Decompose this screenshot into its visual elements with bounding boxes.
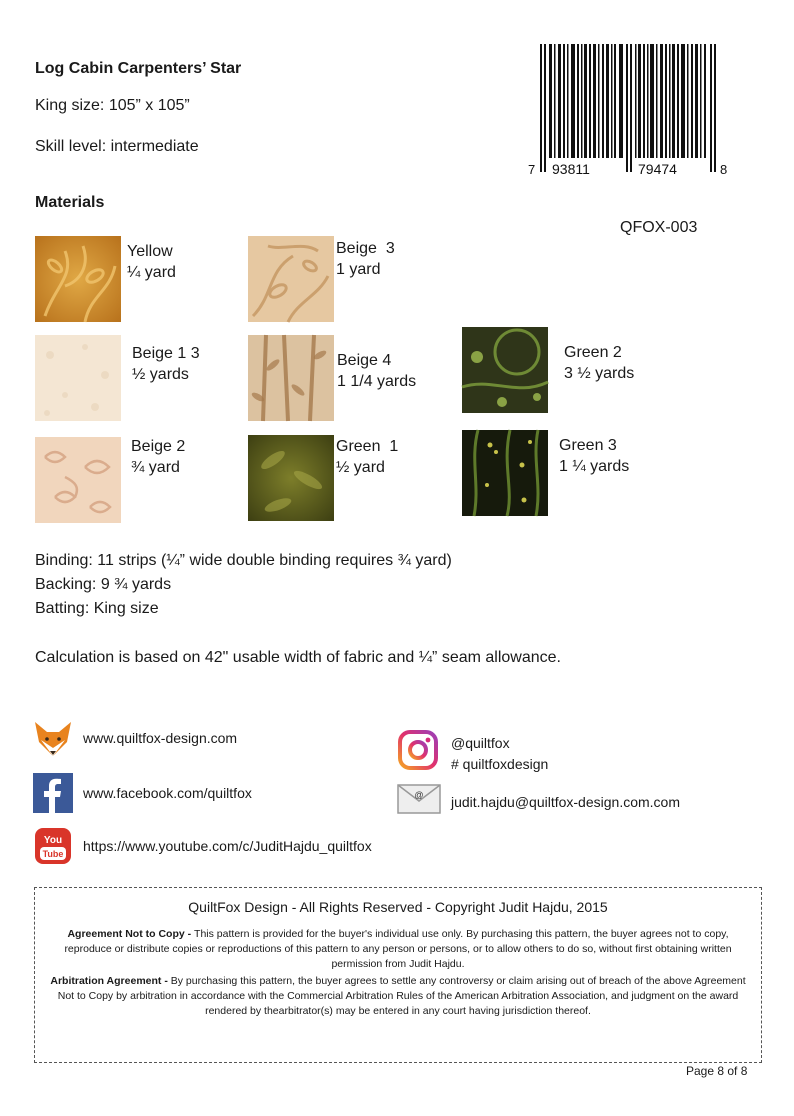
fabric-amount: ¾ yard <box>131 459 180 476</box>
instagram-hashtag[interactable]: # quiltfoxdesign <box>451 756 549 772</box>
svg-text:@: @ <box>414 790 424 800</box>
copyright-line: QuiltFox Design - All Rights Reserved - Copyright Judit Hajdu, 2015 <box>188 899 608 915</box>
calculation-note: Calculation is based on 42" usable width of fabric and ¼” seam allowance. <box>35 649 561 666</box>
fabric-name: Yellow <box>127 243 173 260</box>
instagram-icon <box>398 730 438 770</box>
binding-info: Binding: 11 strips (¼” wide double binding requires ¾ yard) <box>35 552 452 569</box>
website-row[interactable] <box>33 718 237 758</box>
product-code: QFOX-003 <box>620 219 698 236</box>
fabric-swatch-beige-4 <box>248 335 334 421</box>
fabric-amount: 3 ½ yards <box>564 365 635 382</box>
barcode-graphic <box>528 44 728 182</box>
barcode <box>528 44 728 182</box>
fox-icon <box>33 718 73 758</box>
materials-heading: Materials <box>35 194 105 211</box>
legal-box <box>34 887 762 1063</box>
facebook-icon <box>33 773 73 813</box>
fabric-swatch-green-3 <box>462 430 548 516</box>
fabric-amount: ½ yards <box>132 366 189 383</box>
agreement-title: Agreement Not to Copy - <box>67 928 195 940</box>
fabric-swatch-green-1 <box>248 435 334 521</box>
fabric-amount: ¼ yard <box>127 264 176 281</box>
youtube-link[interactable]: https://www.youtube.com/c/JuditHajdu_quiltfox <box>83 838 372 854</box>
agreement-not-to-copy <box>49 927 747 972</box>
fabric-amount: 1 1/4 yards <box>337 373 417 390</box>
arbitration-text: By purchasing this pattern, the buyer agrees to settle any controversy or claim arising out of breach of the above Agreement Not to Copy by arbitration in accordance with the Commercial Arbitration Rules of the American Arbitration Association, and judgment on the award rendered by thearbitrator(s) may be entered in any court having jurisdiction thereof. <box>57 975 746 1017</box>
backing-info: Backing: 9 ¾ yards <box>35 576 172 593</box>
fabric-amount: ½ yard <box>336 459 385 476</box>
fabric-swatch-beige-1 <box>35 335 121 421</box>
arbitration-title: Arbitration Agreement - <box>50 975 171 987</box>
facebook-link[interactable]: www.facebook.com/quiltfox <box>83 785 252 801</box>
batting-info: Batting: King size <box>35 600 159 617</box>
fabric-name: Beige 3 <box>336 240 395 257</box>
youtube-row[interactable] <box>33 826 372 866</box>
website-link[interactable]: www.quiltfox-design.com <box>83 730 238 746</box>
fabric-amount: 1 ¼ yards <box>559 458 630 475</box>
fabric-name: Green 1 <box>336 438 399 455</box>
fabric-name: Beige 2 <box>131 438 186 455</box>
fabric-name: Green 3 <box>559 437 617 454</box>
email-link[interactable]: judit.hajdu@quiltfox-design.com.com <box>451 794 680 810</box>
agreement-text: This pattern is provided for the buyer's individual use only. By purchasing this pattern, the buyer agrees not to copy, reproduce or distribute copies or reproductions of this pattern to any person or persons, or to allow others to do so, without first obtaining written permission from Judit Hajdu. <box>64 928 732 970</box>
svg-text:You: You <box>43 835 63 846</box>
fabric-swatch-beige-2 <box>35 437 121 523</box>
fabric-swatch-beige-3 <box>248 236 334 322</box>
email-icon <box>397 784 441 814</box>
fabric-amount: 1 yard <box>336 261 381 278</box>
fabric-swatch-yellow <box>35 236 121 322</box>
facebook-row[interactable] <box>33 773 252 813</box>
arbitration-agreement <box>49 974 747 1019</box>
barcode-group-2: 79474 <box>638 161 677 177</box>
fabric-swatch-green-2 <box>462 327 548 413</box>
fabric-name: Green 2 <box>564 344 622 361</box>
barcode-digit-left: 7 <box>528 162 536 177</box>
instagram-handle[interactable]: @quiltfox <box>451 735 510 751</box>
pattern-size: King size: 105” x 105” <box>35 97 190 114</box>
page-number: Page 8 of 8 <box>686 1064 748 1078</box>
fabric-name: Beige 1 3 <box>132 345 200 362</box>
pattern-title: Log Cabin Carpenters’ Star <box>35 60 242 77</box>
svg-text:Tube: Tube <box>42 849 64 859</box>
youtube-icon <box>33 826 73 866</box>
skill-level: Skill level: intermediate <box>35 138 199 155</box>
fabric-name: Beige 4 <box>337 352 392 369</box>
barcode-group-1: 93811 <box>552 161 590 177</box>
barcode-digit-right: 8 <box>720 162 728 177</box>
